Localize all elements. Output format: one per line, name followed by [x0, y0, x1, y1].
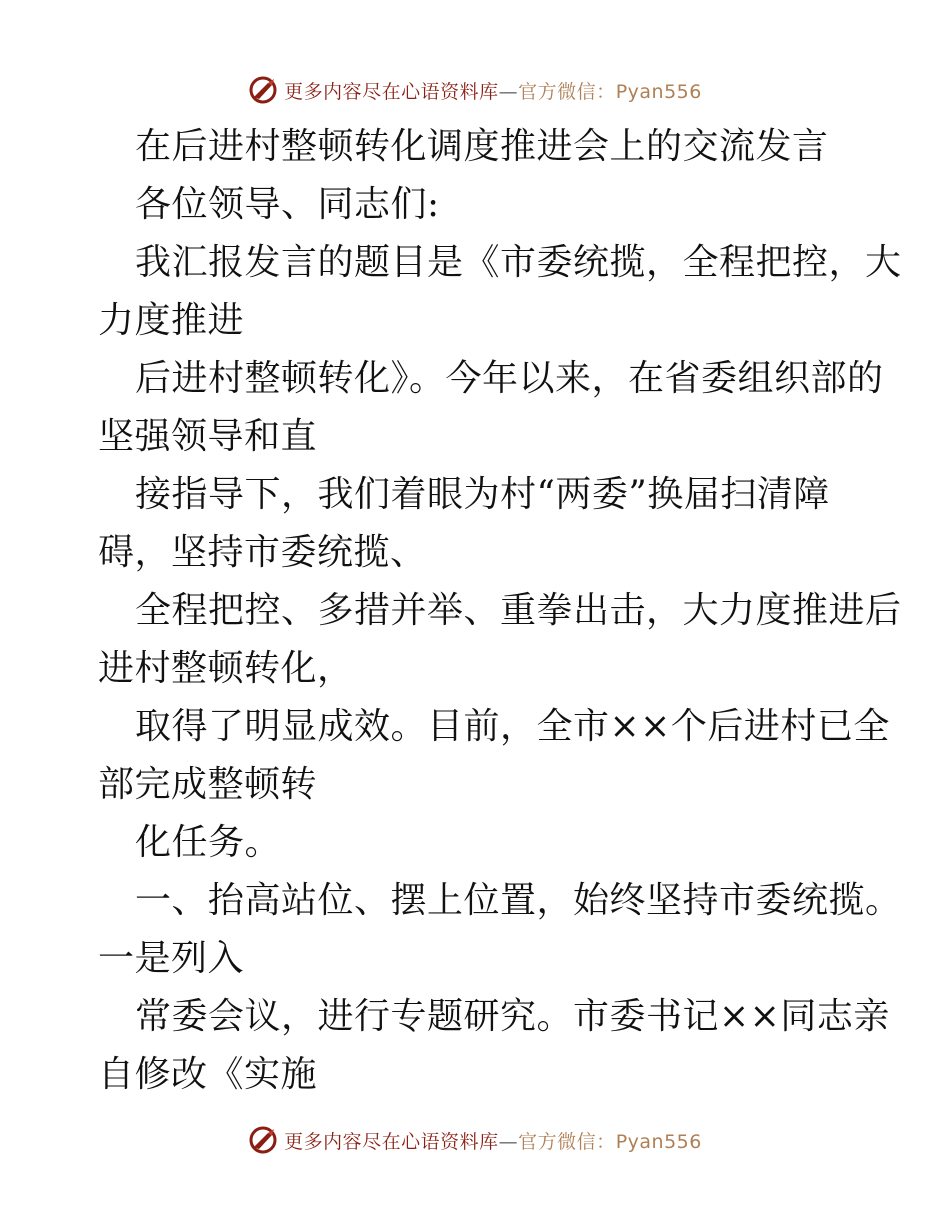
paragraph-line: 化任务。	[135, 822, 282, 863]
paragraph-line: 一是列入	[98, 938, 245, 979]
section-heading-line: 一、抬高站位、摆上位置，始终坚持市委统揽。	[135, 880, 902, 921]
watermark-site-text: 更多内容尽在心语资料库	[284, 1130, 499, 1153]
paragraph-line: 后进村整顿转化》。今年以来，在省委组织部的	[135, 358, 884, 399]
watermark-site-text: 更多内容尽在心语资料库	[284, 80, 499, 103]
document-title: 在后进村整顿转化调度推进会上的交流发言	[135, 126, 829, 167]
watermark-wechat-id: Pyan556	[615, 80, 702, 103]
paragraph-line: 部完成整顿转	[98, 764, 318, 805]
watermark-wechat-label: 官方微信：	[518, 1130, 616, 1153]
header-watermark-banner	[0, 70, 950, 110]
document-body	[98, 118, 902, 1104]
paragraph-line: 力度推进	[98, 300, 245, 341]
brush-pen-logo-icon	[248, 1125, 278, 1155]
paragraph-line: 自修改《实施	[98, 1054, 318, 1095]
paragraph-line: 碍，坚持市委统揽、	[98, 532, 427, 573]
watermark-dash: —	[498, 1130, 519, 1153]
watermark-text	[284, 1127, 702, 1154]
footer-watermark-banner	[0, 1120, 950, 1160]
watermark-text	[284, 77, 702, 104]
paragraph-line: 坚强领导和直	[98, 416, 318, 457]
watermark-wechat-id: Pyan556	[615, 1130, 702, 1153]
paragraph-line: 接指导下，我们着眼为村“两委”换届扫清障	[135, 474, 830, 515]
paragraph-line: 我汇报发言的题目是《市委统揽，全程把控，大	[135, 242, 902, 283]
brush-pen-logo-icon	[248, 75, 278, 105]
salutation-line: 各位领导、同志们:	[135, 184, 440, 225]
watermark-wechat-label: 官方微信：	[518, 80, 616, 103]
watermark-dash: —	[498, 80, 519, 103]
paragraph-line: 全程把控、多措并举、重拳出击，大力度推进后	[135, 590, 902, 631]
paragraph-line: 进村整顿转化，	[98, 648, 354, 689]
paragraph-line: 取得了明显成效。目前，全市××个后进村已全	[135, 706, 890, 747]
paragraph-line: 常委会议，进行专题研究。市委书记××同志亲	[135, 996, 890, 1037]
